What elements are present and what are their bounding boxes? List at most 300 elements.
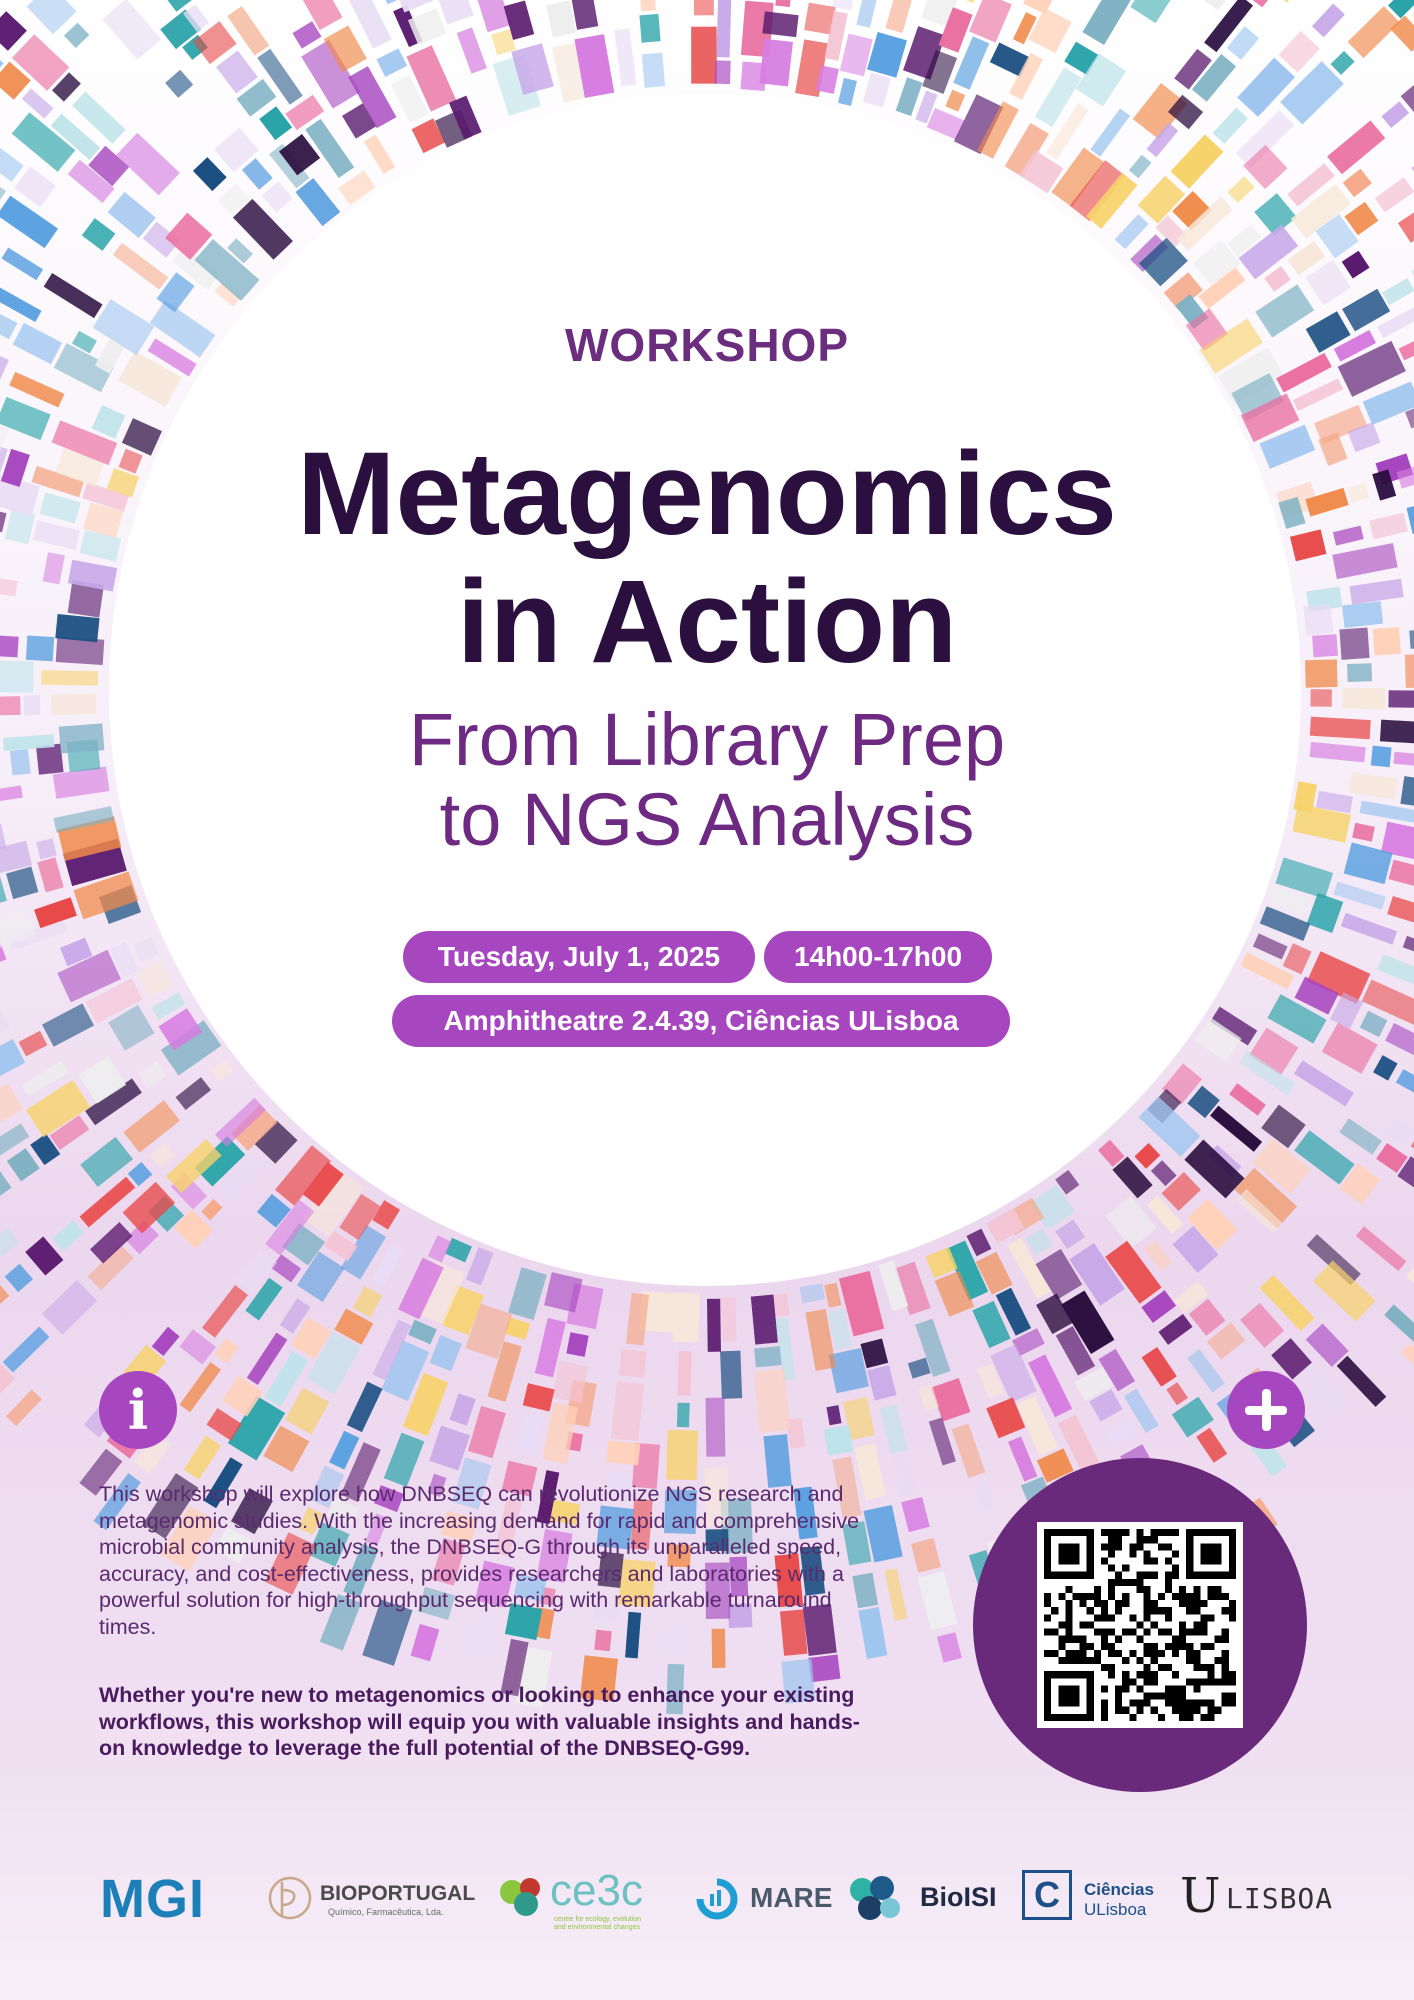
- qr-module: [1144, 1558, 1151, 1565]
- qr-module: [1065, 1657, 1072, 1664]
- qr-module: [1101, 1636, 1108, 1643]
- qr-module: [1101, 1543, 1108, 1550]
- qr-module: [1151, 1643, 1158, 1650]
- qr-module: [1165, 1614, 1172, 1621]
- qr-module: [1144, 1607, 1151, 1614]
- ring-tile: [611, 1381, 644, 1441]
- qr-module: [1165, 1607, 1172, 1614]
- qr-module: [1179, 1621, 1186, 1628]
- qr-module: [1172, 1636, 1179, 1643]
- ring-tile: [1377, 954, 1414, 988]
- ring-tile: [824, 1283, 841, 1308]
- qr-module: [1101, 1685, 1108, 1692]
- qr-module: [1087, 1543, 1094, 1550]
- ring-tile: [896, 77, 923, 116]
- qr-module: [1193, 1678, 1200, 1685]
- logo-ce3c-tagline: centre for ecology, evolution and environmental changes: [554, 1916, 642, 1931]
- qr-module: [1065, 1700, 1072, 1707]
- ring-tile: [1151, 1160, 1177, 1186]
- ring-tile: [1261, 1105, 1305, 1149]
- qr-module: [1073, 1714, 1080, 1721]
- ring-tile: [1401, 60, 1414, 113]
- ring-tile: [1082, 0, 1132, 45]
- qr-module: [1200, 1600, 1207, 1607]
- qr-module: [1229, 1600, 1236, 1607]
- ring-tile: [1142, 1347, 1177, 1387]
- logo-mare-text: MARE: [750, 1882, 833, 1913]
- qr-module: [1058, 1700, 1065, 1707]
- qr-module: [1073, 1529, 1080, 1536]
- qr-module: [1051, 1671, 1058, 1678]
- qr-module: [1115, 1636, 1122, 1643]
- qr-module: [1115, 1692, 1122, 1699]
- qr-module: [1215, 1558, 1222, 1565]
- ring-tile: [694, 0, 714, 15]
- qr-module: [1158, 1529, 1165, 1536]
- qr-module: [1144, 1572, 1151, 1579]
- qr-module: [1200, 1614, 1207, 1621]
- ring-tile: [677, 1403, 690, 1428]
- ring-tile: [1396, 1069, 1414, 1097]
- qr-module: [1172, 1643, 1179, 1650]
- logo-mgi-text: MGI: [100, 1869, 205, 1929]
- ring-tile: [1386, 1118, 1413, 1145]
- logo-bioportugal-text: BIOPORTUGAL: [320, 1882, 476, 1905]
- ciencias-emblem-letter: C: [1034, 1874, 1060, 1915]
- qr-module: [1215, 1550, 1222, 1557]
- qr-module: [1165, 1629, 1172, 1636]
- ring-tile: [19, 1031, 48, 1057]
- qr-module: [1151, 1621, 1158, 1628]
- ring-tile: [720, 1351, 742, 1399]
- qr-module: [1073, 1593, 1080, 1600]
- qr-module: [1215, 1636, 1222, 1643]
- qr-module: [1080, 1671, 1087, 1678]
- qr-module: [1158, 1543, 1165, 1550]
- ring-tile: [763, 1434, 791, 1488]
- ring-tile: [911, 1538, 941, 1573]
- ring-tile: [945, 90, 965, 112]
- qr-module: [1101, 1558, 1108, 1565]
- ring-tile: [184, 1436, 221, 1480]
- qr-module: [1101, 1600, 1108, 1607]
- ring-tile: [969, 0, 1012, 43]
- qr-module: [1044, 1678, 1051, 1685]
- ring-tile: [1382, 278, 1414, 305]
- qr-module: [1172, 1593, 1179, 1600]
- ring-tile: [508, 1267, 547, 1320]
- ring-tile: [884, 1568, 907, 1621]
- qr-module: [1044, 1529, 1051, 1536]
- ring-tile: [1055, 1219, 1085, 1249]
- ring-tile: [1339, 1118, 1382, 1154]
- qr-module: [1122, 1593, 1129, 1600]
- ring-tile: [1196, 1428, 1227, 1463]
- ring-tile: [216, 51, 258, 94]
- qr-module: [1186, 1650, 1193, 1657]
- qr-module: [1222, 1657, 1229, 1664]
- ring-tile: [179, 1329, 216, 1364]
- qr-module: [1051, 1650, 1058, 1657]
- ring-tile: [430, 1335, 462, 1371]
- qr-module: [1065, 1543, 1072, 1550]
- logo-ciencias-line2: ULisboa: [1084, 1900, 1147, 1919]
- qr-module: [1094, 1586, 1101, 1593]
- ring-tile: [626, 1293, 649, 1346]
- ring-tile: [201, 1199, 222, 1220]
- logo-mgi: [100, 1860, 232, 1936]
- qr-module: [1073, 1657, 1080, 1664]
- qr-module: [1186, 1714, 1193, 1721]
- ring-tile: [666, 1430, 698, 1480]
- qr-module: [1051, 1607, 1058, 1614]
- qr-module: [1151, 1657, 1158, 1664]
- qr-module: [1115, 1707, 1122, 1714]
- ring-tile: [673, 1293, 700, 1343]
- ring-tile: [1403, 936, 1414, 963]
- ring-tile: [1280, 61, 1344, 124]
- qr-module: [1193, 1629, 1200, 1636]
- qr-module: [1144, 1671, 1151, 1678]
- qr-module: [1115, 1579, 1122, 1586]
- qr-module: [1044, 1707, 1051, 1714]
- qr-module: [1165, 1586, 1172, 1593]
- ring-tile: [1213, 108, 1248, 144]
- ring-tile: [0, 1228, 19, 1257]
- qr-module: [1051, 1572, 1058, 1579]
- qr-module: [1222, 1593, 1229, 1600]
- qr-module: [1058, 1643, 1065, 1650]
- qr-module: [1207, 1586, 1214, 1593]
- qr-module: [1222, 1700, 1229, 1707]
- ring-tile: [1229, 1083, 1266, 1115]
- qr-module: [1200, 1621, 1207, 1628]
- qr-code[interactable]: [1037, 1522, 1243, 1728]
- qr-module: [1087, 1707, 1094, 1714]
- ring-tile: [759, 39, 793, 87]
- qr-module: [1044, 1558, 1051, 1565]
- qr-module: [1200, 1678, 1207, 1685]
- ring-tile: [179, 1362, 220, 1412]
- qr-module: [1087, 1621, 1094, 1628]
- qr-module: [1122, 1678, 1129, 1685]
- info-icon-glyph: i: [127, 1378, 149, 1442]
- ring-tile: [824, 1425, 854, 1455]
- ring-tile: [614, 28, 636, 86]
- qr-module: [1058, 1671, 1065, 1678]
- qr-module: [1122, 1529, 1129, 1536]
- qr-module: [1122, 1657, 1129, 1664]
- qr-module: [1229, 1543, 1236, 1550]
- qr-module: [1108, 1593, 1115, 1600]
- qr-module: [1222, 1664, 1229, 1671]
- qr-module: [1094, 1657, 1101, 1664]
- qr-module: [1179, 1692, 1186, 1699]
- qr-module: [1172, 1707, 1179, 1714]
- qr-module: [1186, 1600, 1193, 1607]
- ring-tile: [1115, 214, 1149, 249]
- qr-module: [1165, 1579, 1172, 1586]
- ring-tile: [566, 1332, 588, 1357]
- qr-module: [1172, 1565, 1179, 1572]
- ring-tile: [152, 1327, 180, 1356]
- ring-tile: [1134, 1143, 1160, 1169]
- sponsor-logos: [0, 1860, 1414, 1936]
- qr-module: [1136, 1572, 1143, 1579]
- qr-module: [1193, 1621, 1200, 1628]
- qr-module: [1165, 1685, 1172, 1692]
- ring-tile: [1129, 155, 1152, 179]
- qr-module: [1101, 1643, 1108, 1650]
- ring-tile: [468, 1406, 506, 1458]
- qr-module: [1200, 1643, 1207, 1650]
- logo-mare: [690, 1860, 833, 1936]
- qr-module: [1179, 1714, 1186, 1721]
- qr-module: [1115, 1650, 1122, 1657]
- ring-tile: [1275, 0, 1324, 3]
- qr-module: [1101, 1664, 1108, 1671]
- qr-module: [1193, 1593, 1200, 1600]
- qr-module: [1200, 1572, 1207, 1579]
- ring-tile: [1356, 1226, 1407, 1271]
- time-badge: 14h00-17h00: [764, 931, 992, 983]
- qr-module: [1058, 1572, 1065, 1579]
- ring-tile: [1348, 6, 1400, 58]
- qr-module: [1222, 1692, 1229, 1699]
- qr-module: [1065, 1636, 1072, 1643]
- qr-module: [1094, 1650, 1101, 1657]
- qr-module: [1186, 1657, 1193, 1664]
- qr-module: [1065, 1671, 1072, 1678]
- logo-bioisi: [846, 1860, 996, 1936]
- qr-module: [1094, 1614, 1101, 1621]
- ring-tile: [762, 11, 798, 37]
- qr-module: [1179, 1629, 1186, 1636]
- ring-tile: [677, 1351, 691, 1396]
- qr-module: [1179, 1685, 1186, 1692]
- qr-module: [1065, 1550, 1072, 1557]
- qr-module: [1229, 1550, 1236, 1557]
- qr-module: [1136, 1685, 1143, 1692]
- qr-module: [1179, 1593, 1186, 1600]
- ring-tile: [1398, 211, 1414, 243]
- qr-module: [1044, 1692, 1051, 1699]
- qr-module: [1200, 1714, 1207, 1721]
- ring-tile: [450, 1393, 476, 1425]
- ring-tile: [22, 88, 54, 118]
- qr-module: [1186, 1707, 1193, 1714]
- ring-tile: [885, 0, 912, 33]
- ring-tile: [642, 53, 665, 88]
- ring-tile: [1240, 1303, 1284, 1348]
- qr-module: [1172, 1671, 1179, 1678]
- ring-tile: [1028, 8, 1071, 53]
- ring-tile: [0, 1083, 23, 1131]
- qr-module: [1151, 1678, 1158, 1685]
- qr-module: [1108, 1543, 1115, 1550]
- ring-tile: [1294, 1060, 1354, 1106]
- qr-module: [1222, 1636, 1229, 1643]
- ring-tile: [227, 6, 269, 56]
- logo-lisboa: [1180, 1860, 1334, 1936]
- ring-tile: [347, 1382, 383, 1433]
- qr-module: [1080, 1572, 1087, 1579]
- qr-module: [1193, 1529, 1200, 1536]
- qr-module: [1222, 1678, 1229, 1685]
- qr-module: [1094, 1593, 1101, 1600]
- qr-module: [1144, 1650, 1151, 1657]
- qr-module: [1165, 1529, 1172, 1536]
- qr-module: [1058, 1714, 1065, 1721]
- ring-tile: [973, 1479, 994, 1508]
- qr-module: [1186, 1550, 1193, 1557]
- plus-icon: [1227, 1371, 1305, 1449]
- qr-module: [1044, 1543, 1051, 1550]
- ring-tile: [800, 1283, 826, 1303]
- ring-tile: [214, 1338, 238, 1363]
- qr-module: [1073, 1550, 1080, 1557]
- qr-module: [1215, 1543, 1222, 1550]
- qr-module: [1044, 1685, 1051, 1692]
- qr-module: [1193, 1600, 1200, 1607]
- ring-tile: [515, 1413, 545, 1456]
- qr-module: [1144, 1600, 1151, 1607]
- qr-module: [1065, 1529, 1072, 1536]
- ring-tile: [387, 0, 434, 13]
- qr-module: [1044, 1536, 1051, 1543]
- ring-tile: [1306, 1324, 1349, 1367]
- ring-tile: [128, 1162, 152, 1186]
- qr-module: [1122, 1685, 1129, 1692]
- ring-tile: [1381, 101, 1409, 128]
- ring-tile: [1312, 3, 1345, 37]
- qr-module: [1186, 1700, 1193, 1707]
- ring-tile: [619, 1349, 647, 1378]
- ring-tile: [138, 1062, 165, 1088]
- qr-module: [1165, 1692, 1172, 1699]
- qr-module: [1144, 1593, 1151, 1600]
- qr-module: [1058, 1621, 1065, 1628]
- qr-module: [1115, 1536, 1122, 1543]
- ring-tile: [80, 1177, 136, 1228]
- qr-module: [1165, 1543, 1172, 1550]
- qr-module: [1044, 1614, 1051, 1621]
- qr-module: [1058, 1685, 1065, 1692]
- qr-module: [1080, 1636, 1087, 1643]
- qr-module: [1044, 1700, 1051, 1707]
- qr-module: [1065, 1586, 1072, 1593]
- qr-module: [1129, 1678, 1136, 1685]
- qr-module: [1044, 1650, 1051, 1657]
- qr-module: [1186, 1543, 1193, 1550]
- qr-module: [1179, 1636, 1186, 1643]
- ring-tile: [523, 1383, 555, 1411]
- qr-module: [1065, 1600, 1072, 1607]
- qr-module: [1222, 1572, 1229, 1579]
- qr-module: [1108, 1629, 1115, 1636]
- qr-module: [1087, 1572, 1094, 1579]
- ring-tile: [1144, 1241, 1173, 1272]
- qr-module: [1215, 1657, 1222, 1664]
- ring-tile: [867, 1365, 896, 1401]
- qr-module: [1080, 1657, 1087, 1664]
- ring-tile: [828, 1348, 868, 1393]
- qr-module: [1044, 1572, 1051, 1579]
- qr-module: [1044, 1565, 1051, 1572]
- qr-module: [1080, 1600, 1087, 1607]
- ring-tile: [0, 196, 58, 249]
- ring-tile: [1279, 31, 1320, 73]
- ring-tile: [6, 867, 38, 900]
- ring-tile: [639, 14, 660, 43]
- qr-module: [1158, 1607, 1165, 1614]
- qr-module: [1087, 1657, 1094, 1664]
- description-bold-text: Whether you're new to metagenomics or looking to enhance your existing workflows, this workshop will equip you with valuable insights and hands-on knowledge to leverage the full potential of the DNBSEQ-G99.: [99, 1683, 860, 1760]
- qr-module: [1186, 1565, 1193, 1572]
- qr-module: [1144, 1678, 1151, 1685]
- qr-module: [1222, 1529, 1229, 1536]
- qr-module: [1172, 1529, 1179, 1536]
- qr-module: [1073, 1671, 1080, 1678]
- qr-module: [1087, 1558, 1094, 1565]
- qr-module: [1058, 1550, 1065, 1557]
- ring-tile: [133, 937, 159, 962]
- qr-module: [1215, 1707, 1222, 1714]
- qr-module: [1179, 1643, 1186, 1650]
- ring-tile: [64, 23, 89, 48]
- subtitle-line-2: to NGS Analysis: [439, 778, 975, 861]
- ring-tile: [838, 78, 857, 106]
- ring-tile: [123, 1100, 180, 1152]
- qr-module: [1200, 1550, 1207, 1557]
- qr-module: [1108, 1664, 1115, 1671]
- qr-module: [1193, 1586, 1200, 1593]
- ring-tile: [918, 1571, 958, 1630]
- qr-module: [1044, 1714, 1051, 1721]
- qr-module: [1101, 1629, 1108, 1636]
- qr-module: [1229, 1671, 1236, 1678]
- qr-module: [1179, 1586, 1186, 1593]
- ring-tile: [0, 1003, 10, 1044]
- qr-module: [1165, 1700, 1172, 1707]
- ring-tile: [42, 1003, 94, 1046]
- qr-module: [1207, 1572, 1214, 1579]
- ring-tile: [1387, 896, 1414, 929]
- ring-tile: [860, 1338, 888, 1368]
- qr-module: [1144, 1629, 1151, 1636]
- qr-module: [1165, 1643, 1172, 1650]
- qr-module: [1229, 1692, 1236, 1699]
- qr-module: [1186, 1629, 1193, 1636]
- qr-module: [1087, 1643, 1094, 1650]
- qr-module: [1087, 1714, 1094, 1721]
- qr-module: [1087, 1529, 1094, 1536]
- qr-module: [1229, 1536, 1236, 1543]
- qr-module: [1087, 1593, 1094, 1600]
- qr-module: [1186, 1607, 1193, 1614]
- ring-tile: [1373, 1055, 1397, 1080]
- qr-module: [1129, 1629, 1136, 1636]
- ring-tile: [751, 1295, 778, 1345]
- qr-module: [1115, 1572, 1122, 1579]
- qr-module: [1151, 1692, 1158, 1699]
- qr-module: [1151, 1650, 1158, 1657]
- ring-tile: [929, 1417, 956, 1465]
- qr-module: [1144, 1692, 1151, 1699]
- ring-tile: [1283, 943, 1312, 974]
- qr-module: [1129, 1543, 1136, 1550]
- qr-module: [1158, 1629, 1165, 1636]
